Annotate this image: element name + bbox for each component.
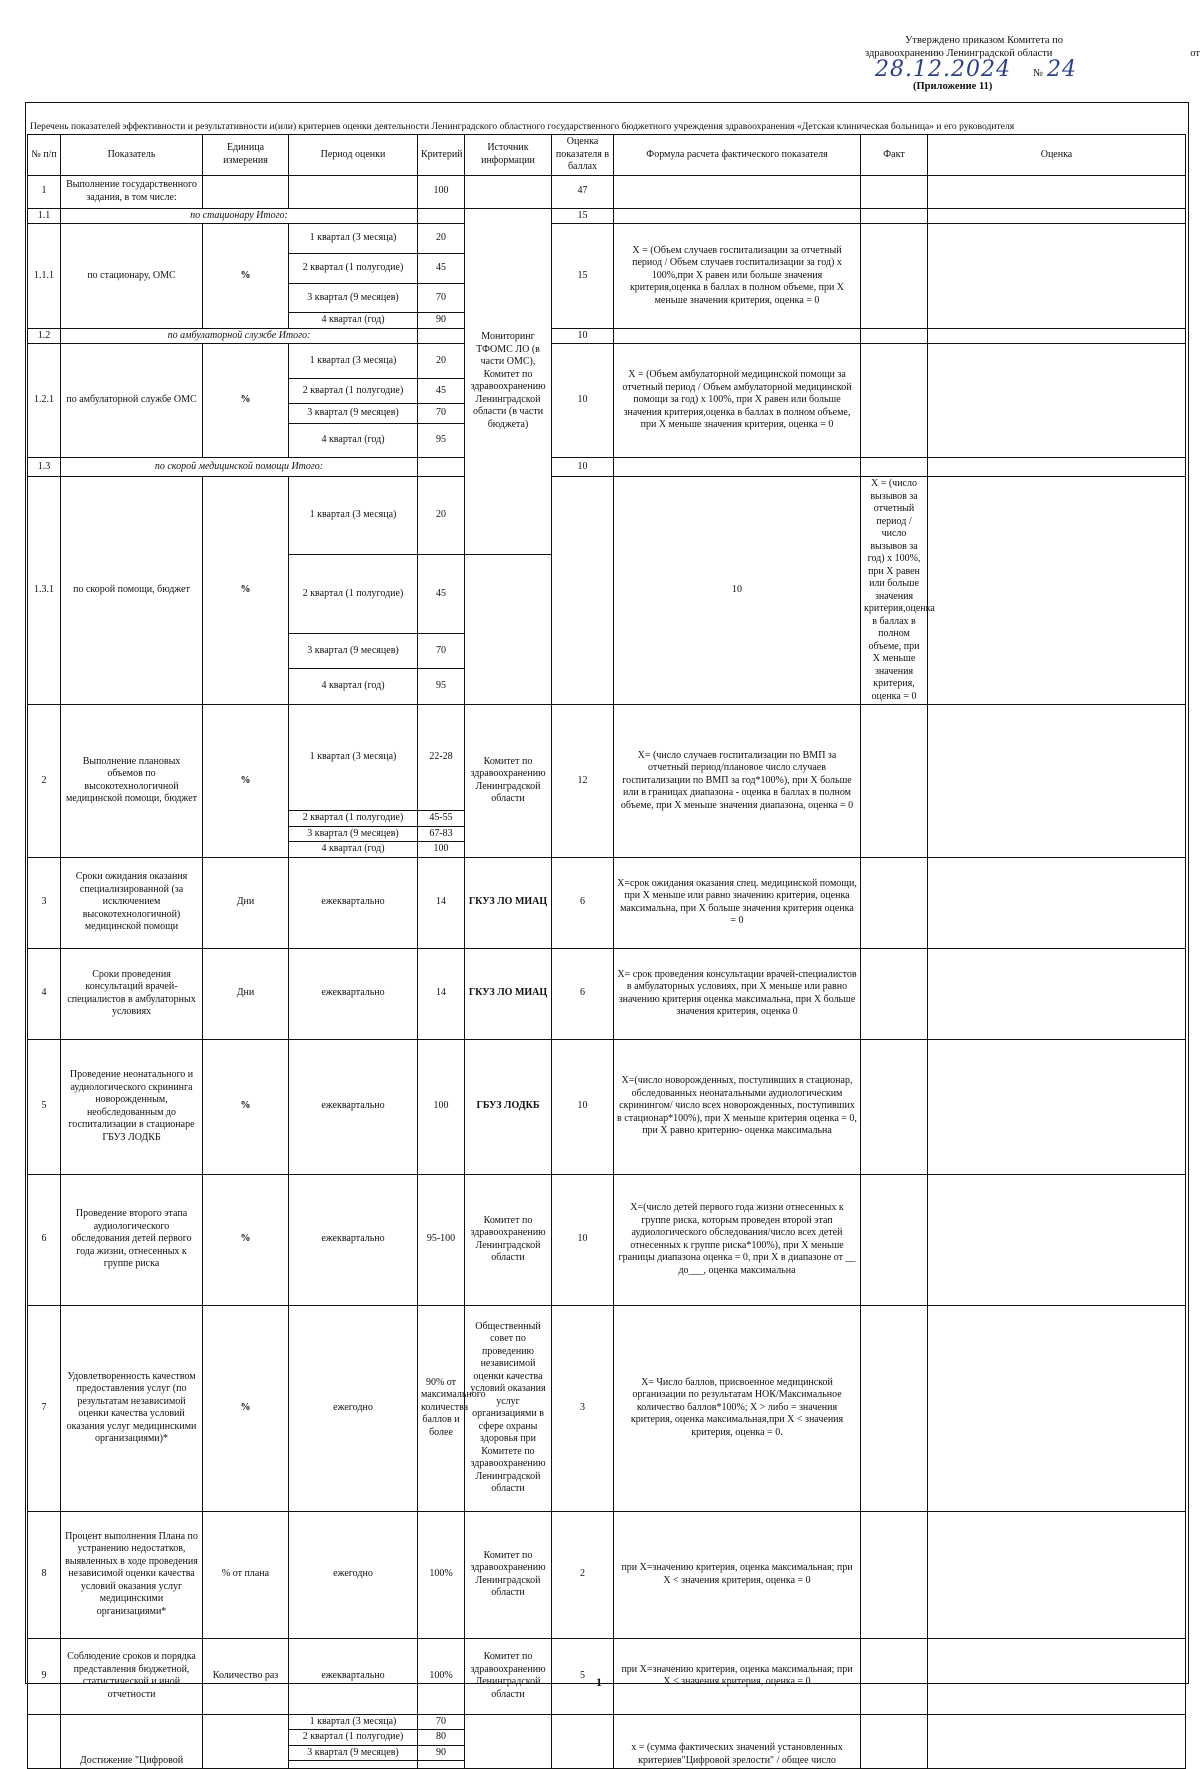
row-criterion: 100% (418, 1638, 465, 1714)
row-formula: х = (сумма фактических значений установленных критериев"Цифровой зрелости" / общее число (614, 1714, 861, 1769)
row-fact (861, 1039, 928, 1174)
row-fact (861, 1174, 928, 1305)
row-unit: % (203, 1174, 289, 1305)
table-row (28, 175, 1186, 208)
header-indicator: Показатель (61, 135, 203, 176)
row-fact (861, 344, 928, 458)
approval-from: от (1190, 48, 1200, 59)
row-score: 6 (552, 948, 614, 1039)
row-fact (928, 477, 1186, 705)
header-score: Оценка показателя в баллах (552, 135, 614, 176)
row-criterion (418, 1761, 465, 1769)
row-fact (861, 857, 928, 948)
row-num: 8 (28, 1511, 61, 1638)
header-formula: Формула расчета фактического показателя (614, 135, 861, 176)
row-assessment (928, 1039, 1186, 1174)
row-period: 2 квартал (1 полугодие) (289, 1730, 418, 1746)
row-period: 1 квартал (3 месяца) (289, 477, 418, 555)
row-criterion: 100 (418, 175, 465, 208)
row-source: Мониторинг ТФОМС ЛО (в части ОМС), Комитет по здравоохранению Ленинградской области (в части бюджета) (465, 208, 552, 555)
row-period: ежеквартально (289, 1174, 418, 1305)
header-period: Период оценки (289, 135, 418, 176)
row-source (465, 175, 552, 208)
header-assessment: Оценка (928, 135, 1186, 176)
row-period: ежеквартально (289, 948, 418, 1039)
row-unit: % (203, 1039, 289, 1174)
row-period: 1 квартал (3 месяца) (289, 705, 418, 811)
table-row (28, 224, 1186, 254)
page-number: 1 (596, 1675, 602, 1689)
row-formula: при Х=значению критерия, оценка максимальная; при Х < значения критерия, оценка = 0 (614, 1638, 861, 1714)
row-score (552, 1714, 614, 1769)
row-fact (861, 705, 928, 858)
row-fact (861, 328, 928, 344)
row-indicator: Процент выполнения Плана по устранению недостатков, выявленных в ходе проведения независимой оценки качества условий оказания услуг медицинскими организациями* (61, 1511, 203, 1638)
row-num: 4 (28, 948, 61, 1039)
row-num: 2 (28, 705, 61, 858)
row-criterion: 67-83 (418, 826, 465, 842)
row-criterion: 90% от максимального количества баллов и более (418, 1305, 465, 1511)
row-formula: Х = (число вызывов за отчетный период / число вызывов за год) х 100%, при Х равен или больше значения критерия,оценка в баллах в полном объеме, при Х меньше значения критерия, оценка = 0 (861, 477, 928, 705)
row-num: 1 (28, 175, 61, 208)
row-assessment (928, 458, 1186, 477)
row-indicator: по стационару Итого: (61, 208, 418, 224)
row-period: 4 квартал (год) (289, 669, 418, 705)
row-indicator: по амбулаторной службе Итого: (61, 328, 418, 344)
row-period: ежеквартально (289, 857, 418, 948)
header-fact: Факт (861, 135, 928, 176)
row-period: 3 квартал (9 месяцев) (289, 1745, 418, 1761)
row-formula (614, 328, 861, 344)
row-unit: % от плана (203, 1511, 289, 1638)
row-period: ежегодно (289, 1305, 418, 1511)
row-assessment (928, 208, 1186, 224)
row-criterion: 90 (418, 313, 465, 329)
row-source (465, 1714, 552, 1769)
row-fact (861, 1305, 928, 1511)
row-indicator: Проведение второго этапа аудиологического обследования детей первого года жизни, отнесенных к группе риска (61, 1174, 203, 1305)
row-formula: Х = (Объем случаев госпитализации за отчетный период / Объем случаев госпитализации за год) х 100%,при Х равен или больше значения критерия,оценка в баллах в полном объеме, при Х меньше значения критерия, оценка = 0 (614, 224, 861, 329)
row-indicator: Сроки проведения консультаций врачей-специалистов в амбулаторных условиях (61, 948, 203, 1039)
document-title: Перечень показателей эффективности и результативности и(или) критериев оценки деятельности Ленинградского областного государственного бюджетного учреждения здравоохранения «Детская клиническая больница» и его руководителя (30, 121, 1015, 132)
row-formula (614, 458, 861, 477)
row-num: 5 (28, 1039, 61, 1174)
row-formula: Х=(число детей первого года жизни отнесенных к группе риска, которым проведен второй этап аудиологического обследования/число всех детей отнесенных к группе риска*100%), при Х меньше границы диапазона оценка = 0, при Х в диапазоне от __ до___, оценка максимальна (614, 1174, 861, 1305)
row-unit: % (203, 705, 289, 858)
row-criterion: 95 (418, 424, 465, 458)
row-fact (861, 1638, 928, 1714)
row-score: 15 (552, 224, 614, 329)
row-num: 7 (28, 1305, 61, 1511)
row-formula (614, 208, 861, 224)
row-criterion: 70 (418, 404, 465, 424)
row-criterion: 14 (418, 857, 465, 948)
row-period: ежеквартально (289, 1638, 418, 1714)
row-score: 10 (552, 344, 614, 458)
row-score: 2 (552, 1511, 614, 1638)
row-score: 10 (614, 477, 861, 705)
header-unit: Единица измерения (203, 135, 289, 176)
row-period: 3 квартал (9 месяцев) (289, 826, 418, 842)
row-assessment (928, 1174, 1186, 1305)
approval-line-2-text: здравоохранению Ленинградской области (865, 48, 1053, 59)
table-row (28, 458, 1186, 477)
row-formula: Х=срок ожидания оказания спец. медицинской помощи, при Х меньше или равно значению критерия, оценка максимальна, при Х больше значения критерия оценка = 0 (614, 857, 861, 948)
row-formula: Х = (Объем амбулаторной медицинской помощи за отчетный период / Объем амбулаторной медицинской помощи за год) х 100%, при Х равен или больше значения критерия,оценка в баллах в полном объеме, при Х меньше значения критерия, оценка = 0 (614, 344, 861, 458)
row-criterion (418, 328, 465, 344)
row-score: 6 (552, 857, 614, 948)
row-formula: при Х=значению критерия, оценка максимальная; при Х < значения критерия, оценка = 0 (614, 1511, 861, 1638)
table-row (28, 344, 1186, 379)
row-score: 12 (552, 705, 614, 858)
handwritten-date: 28.12.2024 (875, 57, 1011, 82)
row-criterion: 100 (418, 842, 465, 858)
row-criterion (418, 208, 465, 224)
row-source: Общественный совет по проведению независимой оценки качества условий оказания услуг организациями в сфере охраны здоровья при Комитете по здравоохранению Ленинградской области (465, 1305, 552, 1511)
row-indicator: Удовлетворенность качеством предоставления услуг (по результатам независимой оценки качества условий оказания услуг медицинскими организациями)* (61, 1305, 203, 1511)
row-num: 1.2.1 (28, 344, 61, 458)
row-period: 3 квартал (9 месяцев) (289, 633, 418, 669)
row-assessment (928, 1638, 1186, 1714)
row-assessment (928, 948, 1186, 1039)
row-period: 1 квартал (3 месяца) (289, 344, 418, 379)
table-row (28, 1305, 1186, 1511)
header-source: Источник информации (465, 135, 552, 176)
row-period: 4 квартал (год) (289, 313, 418, 329)
appendix-label: (Приложение 11) (913, 81, 993, 92)
row-unit (203, 1714, 289, 1769)
row-period: 4 квартал (год) (289, 842, 418, 858)
row-period: 2 квартал (1 полугодие) (289, 379, 418, 404)
row-period (289, 1761, 418, 1769)
row-indicator: Выполнение плановых объемов по высокотехнологичной медицинской помощи, бюджет (61, 705, 203, 858)
row-source: Комитет по здравоохранению Ленинградской области (465, 705, 552, 858)
row-source (552, 477, 614, 705)
row-period: ежегодно (289, 1511, 418, 1638)
row-num: 1.3 (28, 458, 61, 477)
row-fact (861, 1511, 928, 1638)
row-num: 6 (28, 1174, 61, 1305)
row-source: ГКУЗ ЛО МИАЦ (465, 857, 552, 948)
row-source: ГБУЗ ЛОДКБ (465, 1039, 552, 1174)
row-score: 10 (552, 328, 614, 344)
handwritten-number: 24 (1047, 57, 1077, 82)
row-unit: Дни (203, 948, 289, 1039)
table-row (28, 1039, 1186, 1174)
table-row (28, 1174, 1186, 1305)
row-assessment (928, 1714, 1186, 1769)
row-period: ежеквартально (289, 1039, 418, 1174)
row-criterion: 20 (418, 477, 465, 555)
row-source: Комитет по здравоохранению Ленинградской области (465, 1511, 552, 1638)
row-score: 10 (552, 458, 614, 477)
table-row (28, 328, 1186, 344)
number-label: № (1032, 68, 1043, 79)
row-indicator: Проведение неонатального и аудиологического скрининга новорожденным, необследованным до госпитализации в стационаре ГБУЗ ЛОДКБ (61, 1039, 203, 1174)
row-fact (861, 175, 928, 208)
row-assessment (928, 328, 1186, 344)
row-indicator: Выполнение государственного задания, в том числе: (61, 175, 203, 208)
row-criterion: 70 (418, 1714, 465, 1730)
row-criterion: 80 (418, 1730, 465, 1746)
row-criterion: 14 (418, 948, 465, 1039)
row-fact (861, 224, 928, 329)
table-row (28, 208, 1186, 224)
row-fact (861, 1714, 928, 1769)
row-criterion: 90 (418, 1745, 465, 1761)
table-row (28, 1714, 1186, 1730)
table-header-row (28, 135, 1186, 176)
row-indicator: Соблюдение сроков и порядка представления бюджетной, статистической и иной отчетности (61, 1638, 203, 1714)
row-num: 1.1.1 (28, 224, 61, 329)
row-indicator: по амбулаторной службе ОМС (61, 344, 203, 458)
table-row (28, 857, 1186, 948)
row-assessment (928, 1305, 1186, 1511)
approval-signature-line (875, 57, 1185, 82)
row-num: 9 (28, 1638, 61, 1714)
row-indicator: Сроки ожидания оказания специализированной (за исключением высокотехнологичной) медицинской помощи (61, 857, 203, 948)
table-row (28, 948, 1186, 1039)
header-num: № п/п (28, 135, 61, 176)
row-source: Комитет по здравоохранению Ленинградской области (465, 1174, 552, 1305)
row-unit: % (203, 224, 289, 329)
row-num: 1.1 (28, 208, 61, 224)
row-assessment (928, 857, 1186, 948)
row-indicator: по скорой медицинской помощи Итого: (61, 458, 418, 477)
row-fact (861, 458, 928, 477)
indicators-table (27, 134, 1186, 1769)
row-assessment (928, 705, 1186, 858)
row-assessment (928, 1511, 1186, 1638)
row-score: 10 (552, 1039, 614, 1174)
row-period: 3 квартал (9 месяцев) (289, 404, 418, 424)
row-criterion: 100 (418, 1039, 465, 1174)
row-fact (861, 948, 928, 1039)
row-indicator: Достижение "Цифровой (61, 1714, 203, 1769)
row-unit (203, 175, 289, 208)
row-score: 5 (552, 1638, 614, 1714)
row-period: 3 квартал (9 месяцев) (289, 284, 418, 313)
row-score: 3 (552, 1305, 614, 1511)
row-criterion: 95-100 (418, 1174, 465, 1305)
row-criterion: 45 (418, 379, 465, 404)
row-period: 1 квартал (3 месяца) (289, 1714, 418, 1730)
row-criterion: 95 (418, 669, 465, 705)
row-formula: Х= Число баллов, присвоенное медицинской организации по результатам НОК/Максимальное количество баллов*100%; Х > либо = значения критерия, оценка максимальная,при Х < значения критерия, оценка = 0. (614, 1305, 861, 1511)
row-criterion: 45 (418, 555, 465, 633)
row-formula: Х= (число случаев госпитализации по ВМП за отчетный период/плановое число случаев госпитализации по ВМП за год*100%), при Х больше или в границах диапазона - оценка в баллах в полном объеме, при Х меньше значения диапазона, оценка = 0 (614, 705, 861, 858)
row-fact (861, 208, 928, 224)
row-unit: % (203, 344, 289, 458)
row-num: 1.3.1 (28, 477, 61, 705)
row-period: 4 квартал (год) (289, 424, 418, 458)
row-criterion: 100% (418, 1511, 465, 1638)
row-criterion: 22-28 (418, 705, 465, 811)
row-criterion: 70 (418, 633, 465, 669)
row-criterion: 45-55 (418, 811, 465, 827)
row-criterion (418, 458, 465, 477)
row-score: 15 (552, 208, 614, 224)
table-row (28, 1511, 1186, 1638)
row-num (28, 1714, 61, 1769)
row-formula: Х= срок проведения консультации врачей-специалистов в амбулаторных условиях, при Х меньше или равно значению критерия оценка максимальна, при Х больше значения критерия, оценка 0 (614, 948, 861, 1039)
row-indicator: по скорой помощи, бюджет (61, 477, 203, 705)
table-row (28, 477, 1186, 555)
approval-line-1: Утверждено приказом Комитета по (905, 35, 1063, 46)
row-score: 47 (552, 175, 614, 208)
row-num: 1.2 (28, 328, 61, 344)
header-criterion: Критерий (418, 135, 465, 176)
row-period (289, 175, 418, 208)
approval-stamp (865, 34, 1200, 93)
row-source: ГКУЗ ЛО МИАЦ (465, 948, 552, 1039)
row-formula: Х=(число новорожденных, поступивших в стационар, обследованных неонатальными аудиологическим скринингом/ число всех новорожденных, поступивших в стационар*100%), при Х меньше критерия оценка = 0, при Х равно критерию- оценка максимальна (614, 1039, 861, 1174)
row-source: Комитет по здравоохранению Ленинградской области (465, 1638, 552, 1714)
row-unit: Количество раз (203, 1638, 289, 1714)
row-period: 2 квартал (1 полугодие) (289, 555, 418, 633)
row-unit: Дни (203, 857, 289, 948)
row-criterion: 45 (418, 254, 465, 284)
row-score: 10 (552, 1174, 614, 1305)
row-assessment (928, 344, 1186, 458)
row-num: 3 (28, 857, 61, 948)
row-criterion: 20 (418, 344, 465, 379)
row-assessment (928, 224, 1186, 329)
row-criterion: 70 (418, 284, 465, 313)
table-row (28, 705, 1186, 811)
table-row (28, 1638, 1186, 1714)
row-indicator: по стационару, ОМС (61, 224, 203, 329)
row-formula (614, 175, 861, 208)
row-period: 2 квартал (1 полугодие) (289, 811, 418, 827)
row-assessment (928, 175, 1186, 208)
row-unit: % (203, 1305, 289, 1511)
row-period: 2 квартал (1 полугодие) (289, 254, 418, 284)
row-unit: % (203, 477, 289, 705)
row-period: 1 квартал (3 месяца) (289, 224, 418, 254)
row-criterion: 20 (418, 224, 465, 254)
